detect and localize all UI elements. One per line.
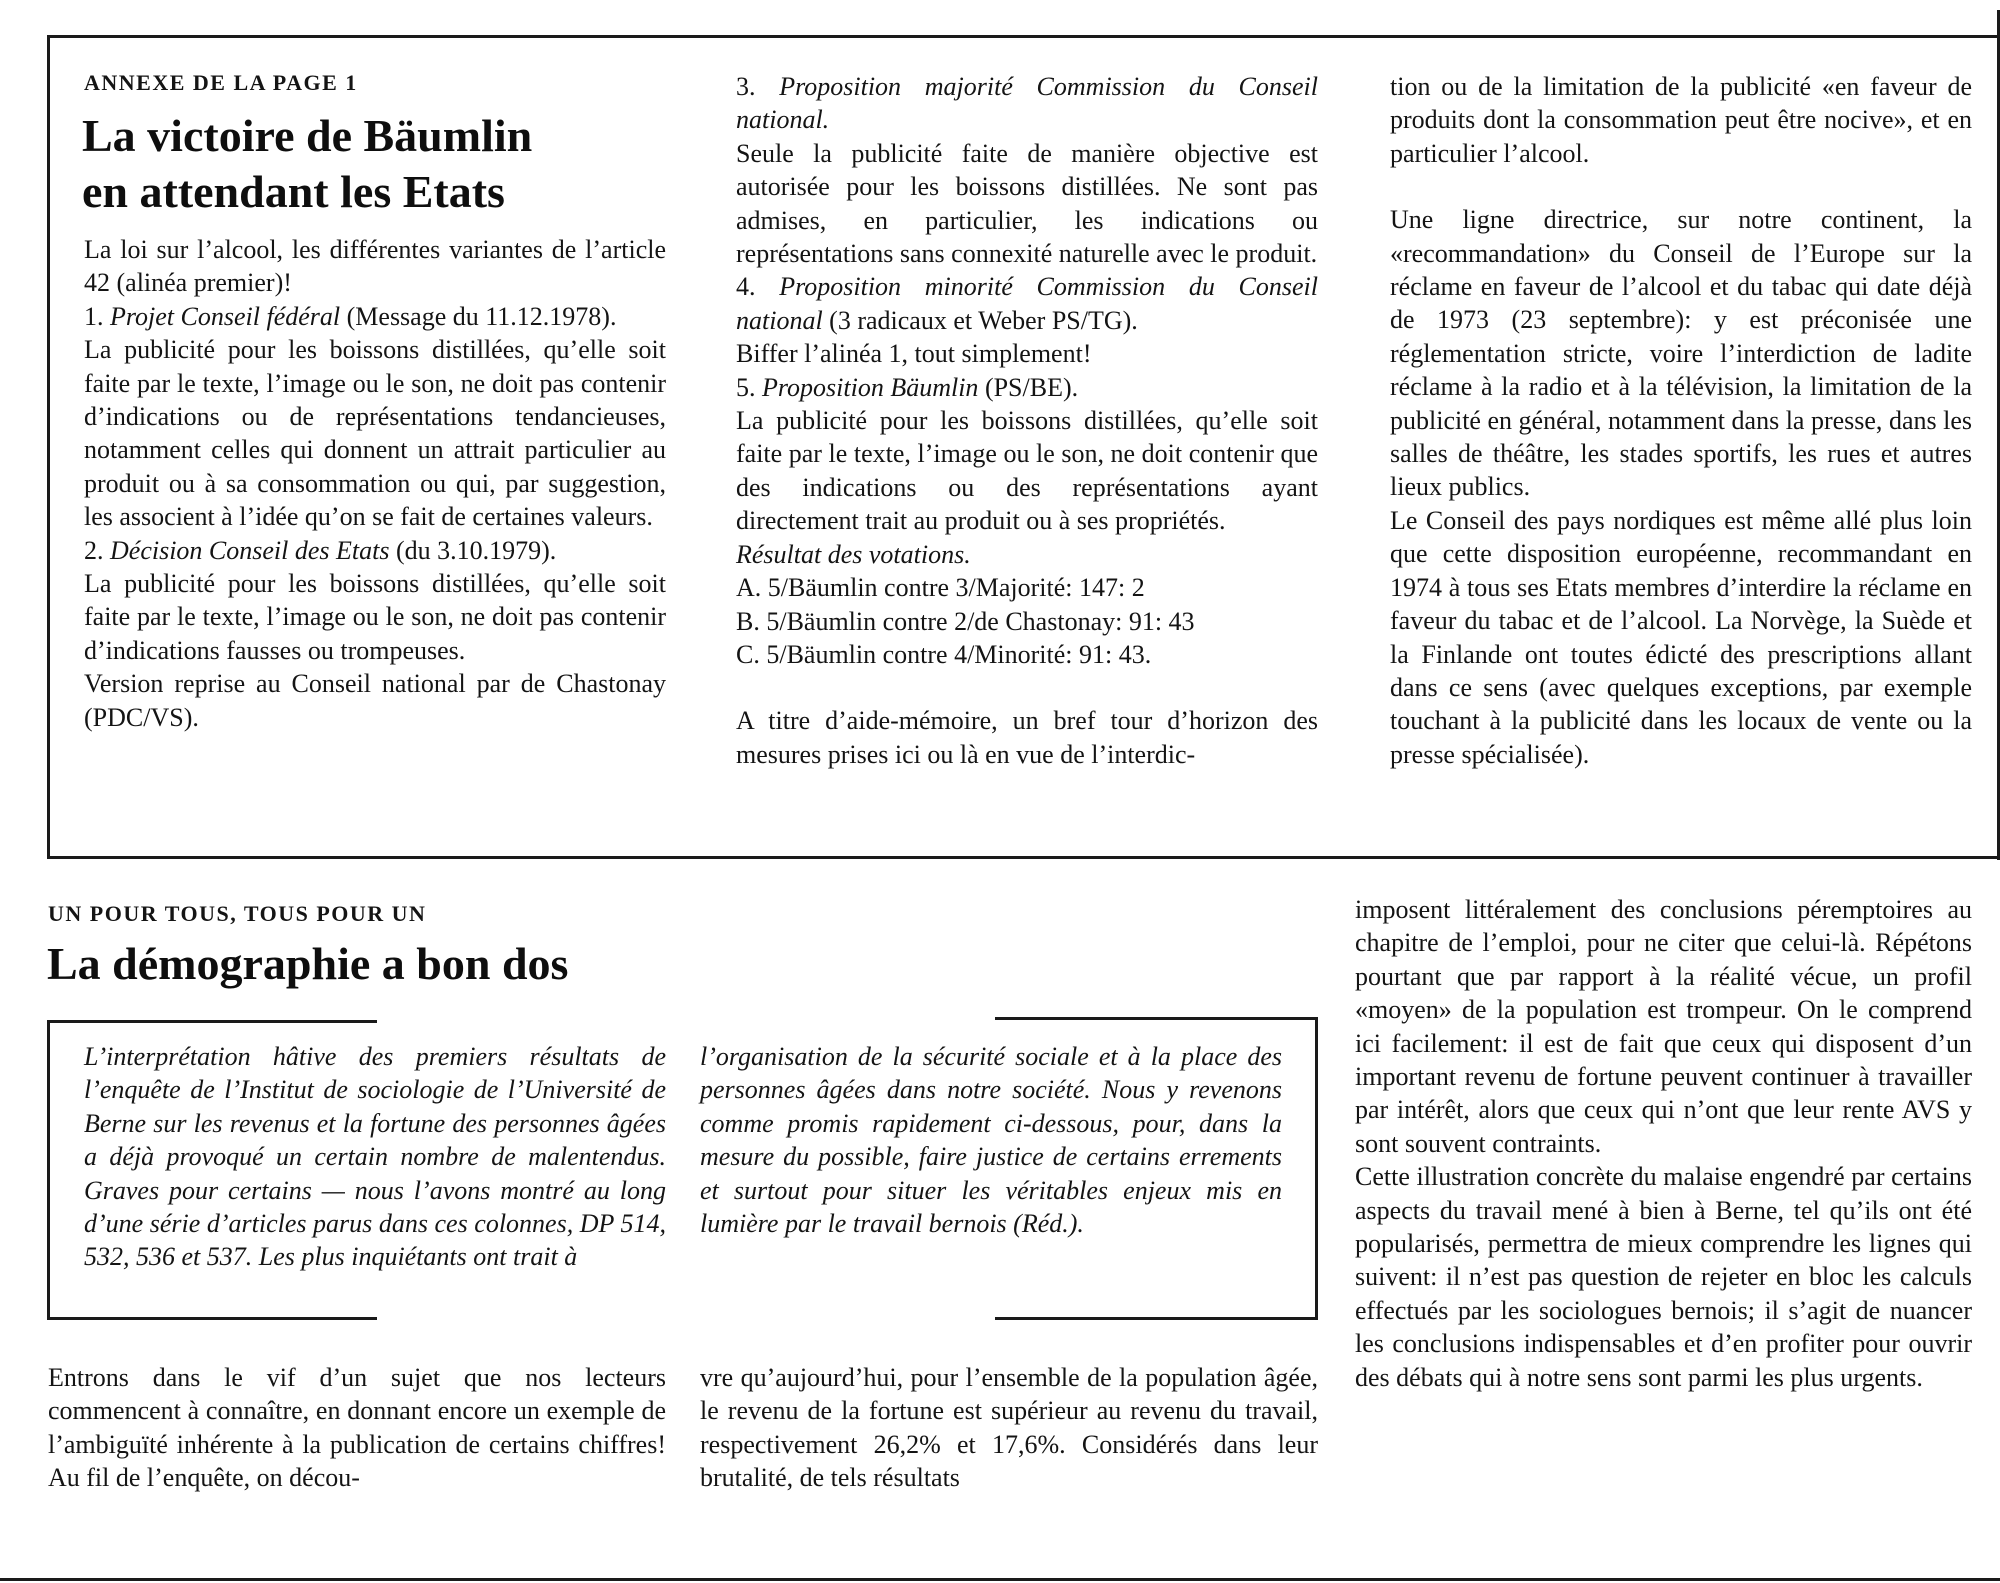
results-title: Résultat des votations. bbox=[736, 539, 971, 569]
intro-left-text: L’interprétation hâtive des premiers résultats de l’enquête de l’Institut de sociologie de l’Université de Berne sur les revenus et la fortune des personnes âgées a déjà provoqué un certain nombre de malentendus. Graves pour certains — nous l’avons montré au long d’une série d’articles parus dans ces colonnes, DP 514, 532, 536 et 537. Les plus inquiétants ont trait à bbox=[84, 1042, 666, 1272]
annexe-col2-tail: A titre d’aide-mémoire, un bref tour d’horizon des mesures prises ici ou là en vue de l’interdic- bbox=[736, 706, 1318, 769]
demographie-kicker-wrap bbox=[48, 901, 426, 927]
annexe-headline-line1: La victoire de Bäumlin bbox=[82, 110, 533, 161]
bottom-rule bbox=[0, 1578, 2000, 1581]
annexe-item-3-text: Seule la publicité faite de manière objective est autorisée pour les boissons distillées. Ne sont pas admises, en particulier, les indications ou représentations sans connexité naturelle avec le produit. bbox=[736, 138, 1318, 269]
annexe-item-1-text: La publicité pour les boissons distillées, qu’elle soit faite par le texte, l’image ou le son, ne doit pas contenir d’indications ou de représentations tendancieuses, notamment celles qui donnent un attrait particulier au produit ou à sa consommation ou qui, par suggestion, les associent à l’idée qu’on se fait de certaines valeurs. bbox=[84, 335, 666, 532]
annexe-col3-p1: tion ou de la limitation de la publicité «en faveur de produits dont la consommation peut être nocive», et en particulier l’alcool. bbox=[1390, 72, 1972, 168]
annexe-intro: La loi sur l’alcool, les différentes variantes de l’article 42 (alinéa premier)! bbox=[84, 235, 666, 298]
annexe-item-5-text: La publicité pour les boissons distillées, qu’elle soit faite par le texte, l’image ou le son, ne doit contenir que des indications ou des représentations ayant directement trait au produit ou à ses propriétés. bbox=[736, 406, 1318, 536]
annexe-item-3-heading: 3. Proposition majorité Commission du Conseil national. bbox=[736, 72, 1318, 135]
demographie-kicker: UN POUR TOUS, TOUS POUR UN bbox=[48, 901, 427, 926]
annexe-column-2 bbox=[736, 70, 1318, 771]
result-a: A. 5/Bäumlin contre 3/Majorité: 147: 2 bbox=[736, 573, 1145, 603]
demographie-headline-wrap bbox=[47, 935, 1347, 993]
annexe-column-1 bbox=[84, 233, 666, 734]
body-col3-p2: Cette illustration concrète du malaise engendré par certains aspects du travail mené à bien à Berne, tel qu’ils ont été popularisés, permettra de mieux comprendre les lignes qui suivent: il n’est pas question de rejeter en bloc les calculs effectués par les sociologues bernois; il s’agit de nuancer les conclusions indispensables et d’en profiter pour ouvrir des débats qui à notre sens sont parmi les plus urgents. bbox=[1355, 1162, 1972, 1392]
body-col3-p1: imposent littéralement des conclusions péremptoires au chapitre de l’emploi, pour ne citer que celui-là. Répétons pourtant que par rapport à la réalité vécue, un profil «moyen» de la population est trompeur. On le comprend ici facilement: il est de fait que ceux qui disposent d’un important revenu de fortune peuvent continuer à travailler par intérêt, alors que ceux qui n’ont que leur rente AVS y sont souvent contraints. bbox=[1355, 895, 1972, 1158]
annexe-kicker-wrap bbox=[84, 70, 358, 96]
demographie-headline: La démographie a bon dos bbox=[47, 938, 569, 989]
annexe-item-1-heading: 1. Projet Conseil fédéral (Message du 11.12.1978). bbox=[84, 301, 617, 331]
result-b: B. 5/Bäumlin contre 2/de Chastonay: 91: 43 bbox=[736, 606, 1195, 636]
annexe-column-3 bbox=[1390, 70, 1972, 771]
annexe-item-2-heading: 2. Décision Conseil des Etats (du 3.10.1979). bbox=[84, 535, 557, 565]
annexe-headline bbox=[82, 108, 682, 220]
annexe-kicker: ANNEXE DE LA PAGE 1 bbox=[84, 70, 358, 95]
annexe-item-4-text: Biffer l’alinéa 1, tout simplement! bbox=[736, 339, 1092, 369]
annexe-item-2-text: La publicité pour les boissons distillées, qu’elle soit faite par le texte, l’image ou le son, ne doit pas contenir d’indications fausses ou trompeuses. bbox=[84, 569, 666, 665]
annexe-item-5-heading: 5. Proposition Bäumlin (PS/BE). bbox=[736, 372, 1079, 402]
intro-right-text: l’organisation de la sécurité sociale et à la place des personnes âgées dans notre société. Nous y revenons comme promis rapidement ci-dessous, pour, dans la mesure du possible, faire justice de certains errements et surtout pour situer les véritables enjeux mis en lumière par le travail bernois (Réd.). bbox=[700, 1042, 1282, 1239]
intro-left-column bbox=[84, 1040, 666, 1274]
result-c: C. 5/Bäumlin contre 4/Minorité: 91: 43. bbox=[736, 639, 1152, 669]
annexe-item-2-note: Version reprise au Conseil national par de Chastonay (PDC/VS). bbox=[84, 669, 666, 732]
body-column-3 bbox=[1355, 893, 1972, 1394]
body-col2-text: vre qu’aujourd’hui, pour l’ensemble de la population âgée, le revenu de la fortune est supérieur au revenu du travail, respectivement 26,2% et 17,6%. Considérés dans leur brutalité, de tels résultats bbox=[700, 1363, 1318, 1493]
intro-right-column bbox=[700, 1040, 1282, 1240]
annexe-col3-p2: Une ligne directrice, sur notre continent, la «recommandation» du Conseil de l’Europe sur la réclame en faveur de l’alcool et du tabac qui date déjà de 1973 (23 septembre): y est préconisée une réglementation stricte, voire l’interdiction de ladite réclame à la radio et à la télévision, la limitation de la publicité en général, notamment dans la presse, dans les salles de théâtre, les stades sportifs, les rues et autres lieux publics. bbox=[1390, 205, 1972, 502]
annexe-item-4-heading: 4. Proposition minorité Commission du Conseil national (3 radicaux et Weber PS/TG). bbox=[736, 272, 1318, 335]
annexe-col3-p3: Le Conseil des pays nordiques est même allé plus loin que cette disposition européenne, recommandant en 1974 à tous ses Etats membres d’interdire la réclame en faveur du tabac et de l’alcool. La Norvège, la Suède et la Finlande ont toutes édicté des prescriptions allant dans ce sens (avec quelques exceptions, par exemple touchant à la publicité dans les locaux de vente ou la presse spécialisée). bbox=[1390, 505, 1972, 769]
body-column-2 bbox=[700, 1361, 1318, 1495]
body-column-1 bbox=[48, 1361, 666, 1495]
annexe-headline-line2: en attendant les Etats bbox=[82, 166, 505, 217]
body-col1-text: Entrons dans le vif d’un sujet que nos lecteurs commencent à connaître, en donnant encore un exemple de l’ambiguïté inhérente à la publication de certains chiffres! Au fil de l’enquête, on décou- bbox=[48, 1363, 666, 1493]
